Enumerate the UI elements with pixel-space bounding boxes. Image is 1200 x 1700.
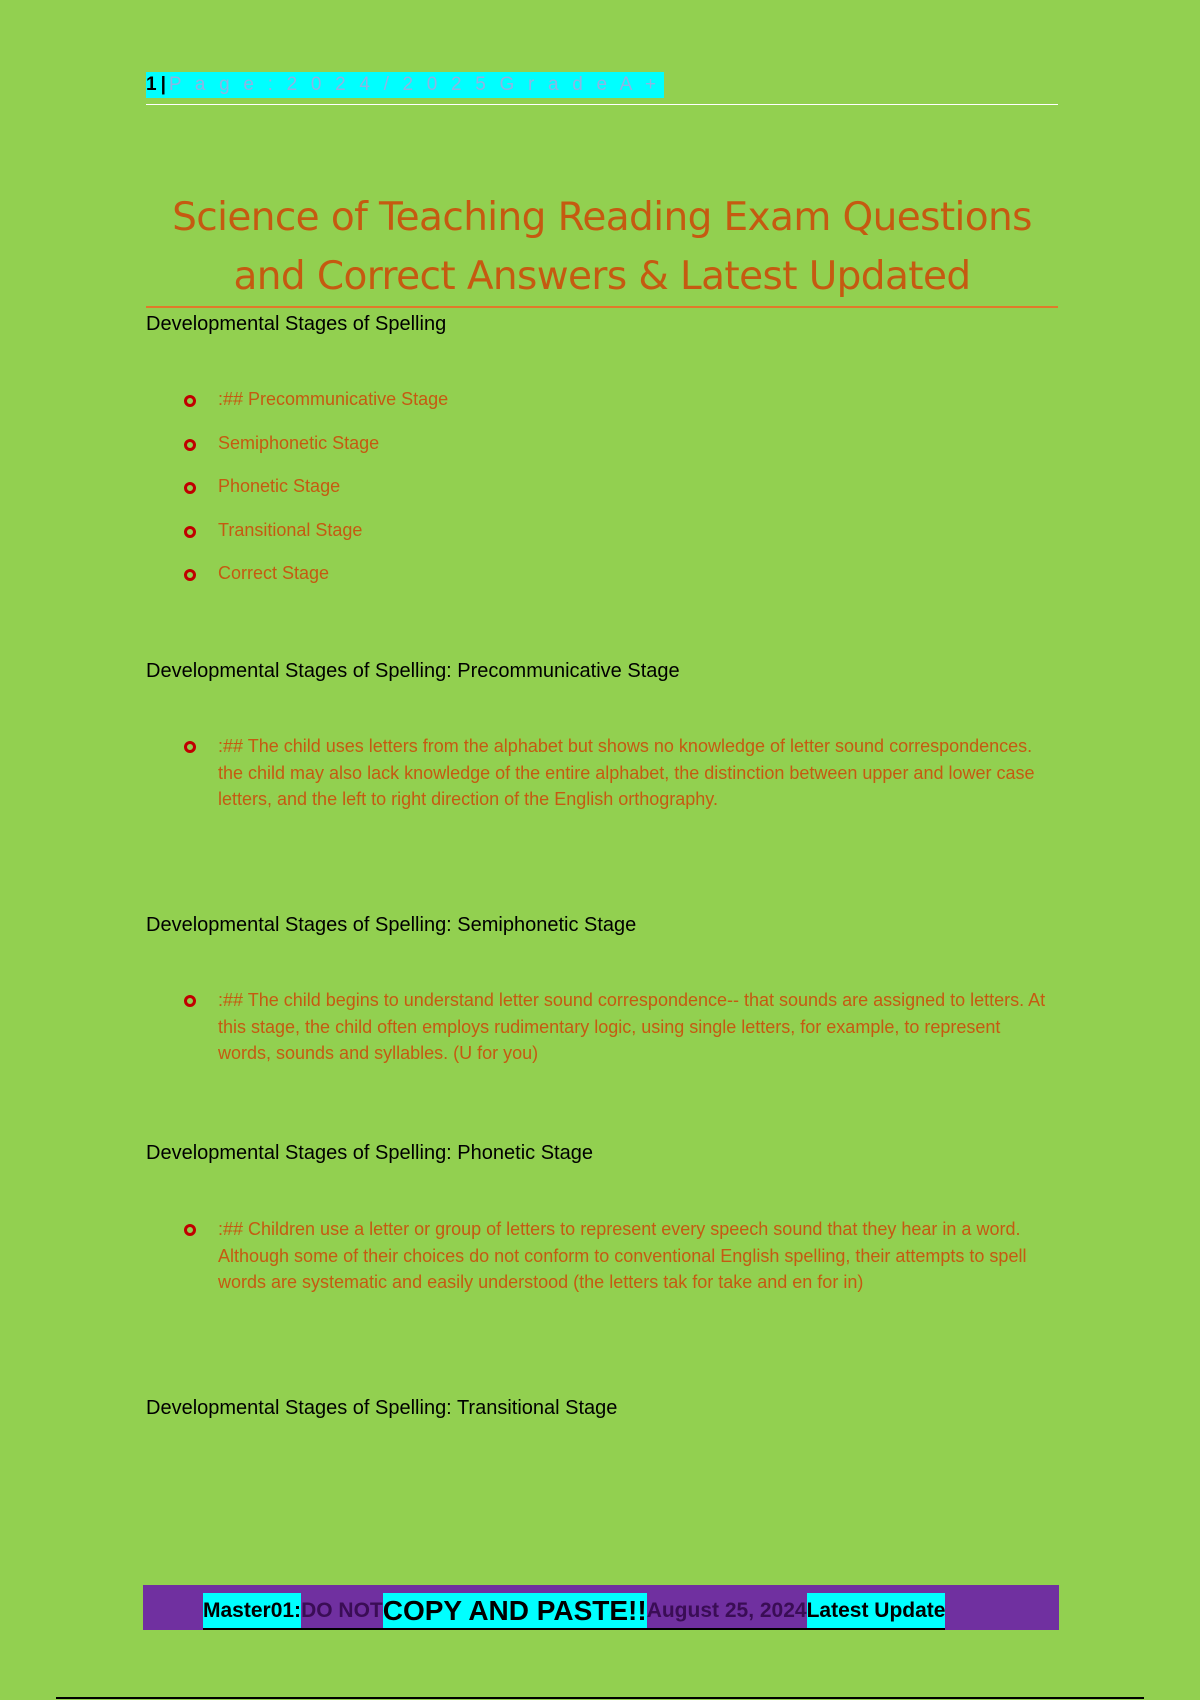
circle-bullet-icon: [184, 741, 196, 753]
list-item-text: Semiphonetic Stage: [218, 432, 380, 453]
footer-author: Master01:: [203, 1593, 301, 1628]
list-item: [146, 519, 1058, 563]
document-title-line-2: and Correct Answers & Latest Updated: [233, 254, 971, 299]
list-item-text: :## Precommunicative Stage: [218, 389, 449, 409]
answer-text: :## The child uses letters from the alphabet but shows no knowledge of letter sound correspondences. the child may also lack knowledge of the entire alphabet, the distinction between upper and lower case letters, and the left to right direction of the English orthography.: [218, 736, 1035, 809]
page-header-text: P a g e : 2 0 2 4 / 2 0 2 5 G r a d e A +: [168, 74, 661, 95]
bottom-divider: [56, 1697, 1144, 1699]
footer-banner: [143, 1585, 1059, 1630]
circle-bullet-icon: [184, 526, 196, 538]
circle-bullet-icon: [184, 395, 196, 407]
document-title: [146, 188, 1058, 308]
list-item-text: Correct Stage: [218, 563, 330, 583]
section-heading: Developmental Stages of Spelling: Semiphonetic Stage: [146, 914, 637, 936]
section-heading: Developmental Stages of Spelling: [146, 313, 447, 335]
answer-item: [146, 733, 1058, 813]
list-item-text: Phonetic Stage: [218, 476, 341, 496]
section-heading: Developmental Stages of Spelling: Phonetic Stage: [146, 1142, 593, 1164]
answer-list: [146, 1216, 1058, 1296]
list-item: [146, 475, 1058, 519]
page-header-separator: |: [160, 74, 166, 95]
answer-list: [146, 987, 1058, 1067]
footer-warning: COPY AND PASTE!!: [382, 1595, 647, 1626]
list-item: [146, 562, 1058, 606]
footer-date: August 25, 2024: [647, 1593, 807, 1628]
answer-item: [146, 987, 1058, 1067]
page-number: 1: [146, 74, 158, 95]
answer-list: [146, 733, 1058, 813]
answer-text: :## Children use a letter or group of letters to represent every speech sound that they hear in a word. Although some of their choices do not conform to conventional English spelling, their attempts to spell words are systematic and easily understood (the letters tak for take and en for in): [218, 1219, 1027, 1292]
footer-warning-prefix: DO NOT: [301, 1593, 383, 1628]
document-title-line-1: Science of Teaching Reading Exam Questions: [172, 195, 1032, 240]
circle-bullet-icon: [184, 995, 196, 1007]
answer-text: :## The child begins to understand letter sound correspondence-- that sounds are assigned to letters. At this stage, the child often employs rudimentary logic, using single letters, for example, to represent words, sounds and syllables. (U for you): [218, 990, 1046, 1063]
list-item: [146, 432, 1058, 476]
stages-list: [146, 388, 1058, 606]
circle-bullet-icon: [184, 569, 196, 581]
section-heading: Developmental Stages of Spelling: Precommunicative Stage: [146, 660, 680, 682]
circle-bullet-icon: [184, 439, 196, 451]
footer-update-label: Latest Update: [807, 1593, 946, 1628]
circle-bullet-icon: [184, 482, 196, 494]
list-item-text: Transitional Stage: [218, 519, 363, 540]
footer-notice: [203, 1593, 945, 1630]
answer-item: [146, 1216, 1058, 1296]
page-header: [146, 72, 1058, 105]
page-header-label: [146, 72, 664, 98]
circle-bullet-icon: [184, 1224, 196, 1236]
section-heading: Developmental Stages of Spelling: Transitional Stage: [146, 1397, 618, 1419]
list-item: [146, 388, 1058, 432]
